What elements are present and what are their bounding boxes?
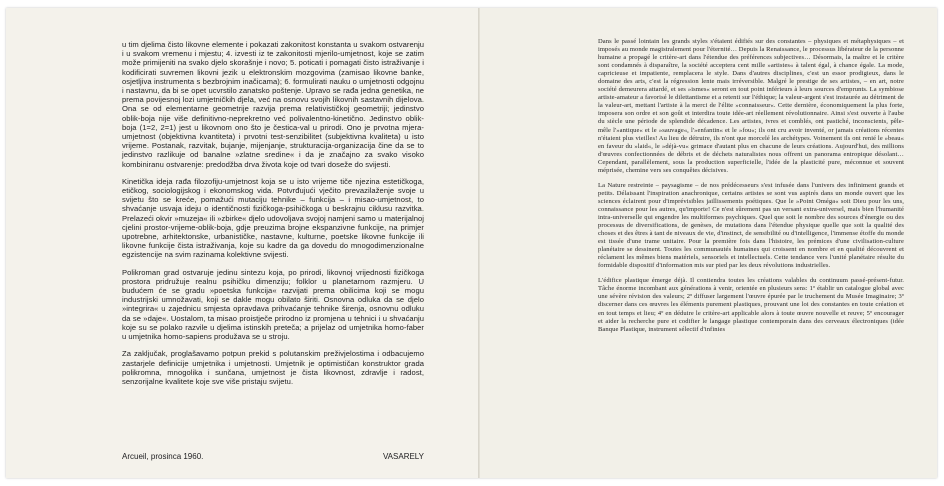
left-paragraph-4: Za zaključak, proglašavamo potpun prekid s polutanskim preživjelostima i odbacujemo zastarjele definicije umjetnika i umjetnosti. Umjetnik je optimističan konstruktor grada polikromna, mnogolika i sunčana, umjetnost je čista likovnost, zdravlje i radost, senzorijalne kvalitete koje sve više pristaju svijetu. (122, 349, 424, 386)
right-text-column (598, 38, 904, 341)
right-paragraph-1: Dans le passé lointain les grands styles s'étaient édifiés sur des constantes – physiques et métaphysiques – et imposés au monde magistralement pour l'éternité… Depuis la Renaissance, le processus libérateur de la personne humaine a propagé le critère-art dans l'étendue des préférences subjectives… Désormais, la maître et le critère sont condamnés à disparaître, la société acceptera cent mille »artistes« à talent égal, à chance égale. La mode, capricieuse et impatiente, remplacera le style. Dans d'autres disciplines, c'est un essor prodigieux, dans le domaine des arts, c'est la régression lente mais irréversible. Malgré le prestige de ses artistes, – en art, notre société demeurera attardé, et ses »ismes« seront en tout point inférieurs à leurs sources d'emprunts. La symbiose artiste-amateur a favorisé le dilettantisme et a retenti sur l'éthique; la valeur-argent s'est instaurée au détriment de la valeur-art, mettant l'artiste à la merci de l'élite »connaisseur«. Cette dernière, économiquement la plus forte, imposera son ordre et son goût et interdira toute idée-art réellement révolutionnaire. Ainsi s'est ouverte à l'aube du siècle une période de splendide décadence. Les artistes, ivres et comblés, ont pastiché, inconscients, pêle-mêle l'»antique« et le »sauvage«, l'»enfantin« et le »fou«; ils ont cru avoir inventé, or jamais créations récentes n'étaient plus vieilles! Au lieu de détruire, ils n'ont que morcelé les archétypes. Voinement ils ont renié le »beau« en faveur du »laid«, le »déjà-vu« grimace d'autant plus en chacune de leurs créations. Aujourd'hui, des millions d'œuvres confectionnées de débris et de déchets naturalistes nous offrent un panorama entropique désolant… Cependant, parallèlement, sous la production superficielle, l'idée de la plasticité pure, méconnue et souvent méprisée, chemine vers ses conquêtes décisives. (598, 38, 904, 174)
left-page (6, 8, 478, 478)
author-name: VASARELY (382, 452, 424, 461)
signature-line (122, 452, 424, 461)
left-paragraph-3: Polikroman grad ostvaruje jedinu sintezu koja, po prirodi, likovnoj vrijednosti fizičkoga prostora pridružuje realnu psihičku dimenziju; folklor u planetarnom razmjeru. U budućem će se gradu »poetska funkcija« razvijati prema obilicima koji se mogu industrijski umnožavati, koji se dakle mogu obilato širiti. Osnovna odluka da se djelo »integrira« u zajednicu smjesta opravdava prihvaćanje tehnike širenja, osnovnu odluku da se »daje«. Uostalom, ta misao proistječe prirodno iz promjena u tehnici i u shvaćanju koje su se polako razvile u djelima istinskih preteča; a prijelaz od umjetnika homo-faber u umjetnika homo-sapiens produžava se u stroju. (122, 267, 424, 342)
book-spread (6, 8, 937, 478)
left-paragraph-1: u tim djelima čisto likovne elemente i pokazati zakonitost konstanta u svakom ostvarenju i u svakom vremenu i mjestu; 4. izvesti iz te zakonitosti mjerilo-umjetnost, koje se zatim može primijeniti na svako djelo skorašnje i novo; 5. poticati i pomagati čisto istraživanje i kodificirati suvremen likovni jezik u elektronskim mozgovima (zamisao likovne banke, osjetljiva instrumenta s bezbrojnim inačicama); 6. formulirati nauku o umjetnosti odgojnu i nastavnu, da bi se opet ucvrstilo zanatsko poštenje. Upravo se rađa jedna genetika, ne prema povijesnoj lozi umjetničkih djela, već na osnovu svojih likovnih sastavnih dijelova. Ona se od elementarne geometrije razvija prema relativističkoj geometriji; jedinstvo oblik-boja nije više definitivno-neprekretno već polivalentno-kinetično. Jedinstvo oblik-boja (1=2, 2=1) jest u likovnom ono što je čestica-val u prirodi. Ono je prvotna mjera-umjetnost (objektivna kvantiteta) i prvotni test-senzibilitet (subjektivna kvaliteta) u isto vrijeme. Postanak, razvitak, bujanje, mijenjanje, strukturacija-organizacija čine da se to jedinstvo razlikuje od banalne »zlatne sredine« i da je značajno za svako visoko kombiniranu ostvarenje: predodžba drva života koje od tvari doseže do svijesti. (122, 40, 424, 169)
left-text-column (122, 40, 424, 394)
left-paragraph-2: Kinetička ideja rađa filozofiju-umjetnost koja se u isto vrijeme tiče njezina estetičkoga, etičkog, sociologijskog i ekonomskog vida. Potvrđujući vječito prevazilaženje svoje u svijetu što se kreće, pomažući mutaciju tehnike – funkcija – i misao-umjetnost, to shvaćanje usvaja ideju o identičnosti fizičkoga-psihičkoga u beskrajnu ciklusu razvitka. Prelazeći okvir »muzeja« ili »zbirke« djelo udovoljava svojoj namjeni samo u materijalnoj cjelini prostor-vrijeme-oblik-boja, gdje preuzima brojne ekspanzivne funkcije, na primjer upotrebne, arhitektonske, urbanističke, nastavne, kulturne, poetske likovne funkcije ili likovne funkcije čista istraživanja, koje su kadre da ga dovedu do mnogodimenzionalne egzistencije na svim razinama kolektivne svijesti. (122, 176, 424, 260)
right-paragraph-3: L'édifice plastique émerge déjà. Il contiendra toutes les créations valables du continuum passé-présent-futur. Tâche énorme incombant aux générations à venir, orientée en plusieurs sens: 1º établir un catalogue global avec une sévère révision des valeurs; 2º diffuser largement l'œuvre épurée par le truchement du Musée Imaginaire; 3º discerner dans ces œuvres les éléments purement plastiques, prouvant une loi des constantes en toute création et en tout temps et lieu; 4º en déduire le critère-art applicable alors à toute œuvre nouvelle et reuve; 5º encourager et aider la recherche pure et codifier le langage plastique contemporain dans des cerveaux électroniques (idée Banque Plastique, instrument sélectif d'infinies (598, 277, 904, 333)
right-page (480, 8, 937, 478)
place-date: Arcueil, prosinca 1960. (122, 452, 204, 461)
right-paragraph-2: La Nature restreinte – paysagisme – de nos prédécesseurs s'est infusée dans l'univers des infiniment grands et petits. Délaissant l'inspiration anachronique, certains artistes se sont vus aspirés dans un monde ouvert que les sciences éclairent pour d'imprévisibles jaillissements poétiques. Que le »Point Oméga« soit Dieu pour les uns, connaissance pour les autres, qu'importe! Ce n'est sûrement pas un versant extra-universel, mais bien l'humanité intra-universelle qui engendre les multiformes psychiques. Quel que soit le nombre des sources d'énergie ou des processus de diversifications, de genèses, de mutations dans l'étendue physique quelle que soit la qualité des choses et des êtres à tant de niveaux de vie, d'instinct, de sensibilité ou d'intelligence, l'immense étoffe du monde est tissée d'une trame unitaire. Pour la première fois dans l'histoire, les prémices d'une civilisation-culture planétaire se dessinent. Toutes les communautés humaines qui croissent en nombre et en qualité découvrent et réclament les mêmes biens matériels, sensoriels et intellectuels. Cette tendance vers l'unité planétaire résulte du formidable dispositif d'information mis sur pied par les deux révolutions industrielles. (598, 181, 904, 270)
